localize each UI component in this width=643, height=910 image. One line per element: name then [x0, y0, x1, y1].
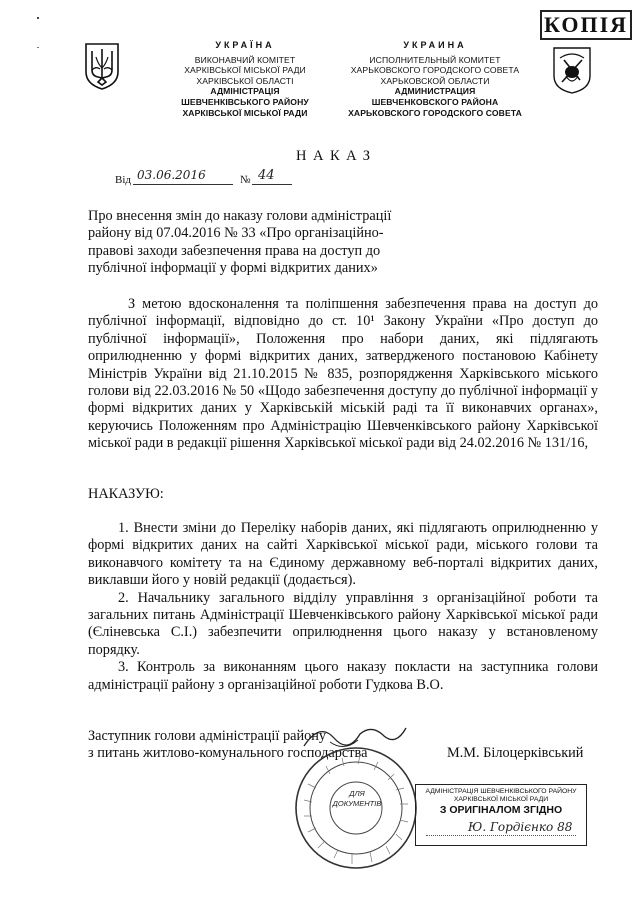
- number-underline: [252, 184, 292, 185]
- header-left-line: ШЕВЧЕНКІВСЬКОГО РАЙОНУ: [181, 96, 309, 107]
- scan-dot: [37, 17, 39, 19]
- header-left-line: ВИКОНАВЧИЙ КОМІТЕТ: [194, 54, 296, 65]
- header-left: [160, 40, 330, 118]
- date-prefix: Від: [115, 174, 131, 186]
- subject-block: [88, 208, 428, 278]
- subject-line: публічної інформації у формі відкритих даних»: [88, 260, 378, 277]
- header-right: [335, 40, 535, 118]
- copy-stamp-text: КОПІЯ: [543, 12, 629, 37]
- date-underline: [133, 184, 233, 185]
- header-right-line: ИСПОЛНИТЕЛЬНЫЙ КОМИТЕТ: [369, 54, 501, 65]
- order-item: 3. Контроль за виконанням цього наказу покласти на заступника голови адміністрації району з організаційної роботи Гудкова В.О.: [88, 659, 598, 693]
- round-stamp-line: ДОКУМЕНТІВ: [332, 799, 382, 808]
- order-item: 1. Внести зміни до Переліку наборів даних, які підлягають оприлюдненню у формі відкритих даних на сайті Харківської міської ради, міського голови та виконавчого комітету та на Єдиному державному веб-порталі відкритих даних, виклавши його у новій редакції (додається).: [88, 520, 598, 589]
- preamble-paragraph: [88, 296, 598, 453]
- order-item: 2. Начальнику загального відділу управління з організаційної роботи та загальних питань Адміністрації Шевченківського району Харківської міської ради (Єліневська С.І.) забезпечити оприлюднення цього наказу у встановленому порядку.: [88, 589, 598, 658]
- order-heading: НАКАЗУЮ:: [88, 486, 164, 502]
- subject-line: району від 07.04.2016 № 33 «Про організаційно-: [88, 225, 384, 242]
- number-prefix: №: [240, 174, 251, 186]
- header-left-line: АДМІНІСТРАЦІЯ: [210, 86, 280, 97]
- header-left-country: УКРАЇНА: [215, 40, 275, 50]
- round-stamp-line: ДЛЯ: [349, 789, 365, 798]
- date-value: 03.06.2016: [137, 168, 206, 182]
- certified-stamp-title: З ОРИГІНАЛОМ ЗГІДНО: [439, 804, 563, 816]
- header-left-line: ХАРКІВСЬКОЇ МІСЬКОЇ РАДИ: [182, 107, 308, 118]
- signature-position-line: з питань житлово-комунального господарства: [88, 745, 368, 762]
- certified-stamp-signature-line: [426, 835, 576, 836]
- header-right-line: АДМИНИСТРАЦИЯ: [394, 86, 476, 97]
- signatory-name: М.М. Білоцерківський: [447, 745, 584, 761]
- signature-position-line: Заступник голови адміністрації району: [88, 728, 327, 744]
- header-right-line: ШЕВЧЕНКОВСКОГО РАЙОНА: [371, 96, 499, 107]
- scan-dot: [37, 47, 39, 48]
- subject-line: Про внесення змін до наказу голови адміністрації: [88, 208, 392, 224]
- header-right-country: УКРАИНА: [403, 40, 467, 50]
- kharkiv-city-emblem-icon: [552, 46, 592, 94]
- header-left-line: ХАРКІВСЬКОЇ МІСЬКОЇ РАДИ: [184, 65, 306, 76]
- date-number-line: [115, 168, 295, 188]
- certified-stamp-line: АДМІНІСТРАЦІЯ ШЕВЧЕНКІВСЬКОГО РАЙОНУ: [425, 788, 577, 795]
- header-right-line: ХАРЬКОВСКОГО ГОРОДСКОГО СОВЕТА: [348, 107, 522, 118]
- certified-stamp-line: ХАРКІВСЬКОЇ МІСЬКОЇ РАДИ: [453, 796, 549, 803]
- header-right-line: ХАРЬКОВСКОЙ ОБЛАСТИ: [380, 75, 490, 86]
- certified-stamp-handwriting: Ю. Гордієнко 88: [468, 820, 573, 834]
- header-right-line: ХАРЬКОВСКОГО ГОРОДСКОГО СОВЕТА: [350, 65, 520, 76]
- header-left-line: ХАРКІВСЬКОЇ ОБЛАСТІ: [196, 75, 294, 86]
- number-value: 44: [258, 168, 275, 183]
- order-items: [88, 520, 598, 694]
- subject-line: правові заходи забезпечення права на доступ до: [88, 242, 381, 259]
- trident-coat-of-arms-icon: [84, 42, 120, 90]
- certified-copy-stamp: [415, 784, 587, 846]
- round-stamp-center-text: [322, 789, 392, 809]
- preamble-text: З метою вдосконалення та поліпшення забезпечення права на доступ до публічної інформації, відповідно до ст. 10¹ Закону України «Про доступ до публічної інформації», Положення про набори даних, які підлягають оприлюдненню у формі відкритих даних, затвердженого постановою Кабінету Міністрів України від 21.10.2015 № 835, розпорядження Харківського міського голови від 22.03.2016 № 50 «Щодо забезпечення доступу до публічної інформації у формі відкритих даних у Харківській міській раді та її виконавчих органах», керуючись Положенням про Адміністрацію Шевченківського району Харківської міської ради в редакції рішення Харківської міської ради від 24.02.2016 № 131/16,: [88, 296, 598, 452]
- document-title: НАКАЗ: [296, 148, 377, 164]
- copy-stamp-top: [540, 10, 632, 40]
